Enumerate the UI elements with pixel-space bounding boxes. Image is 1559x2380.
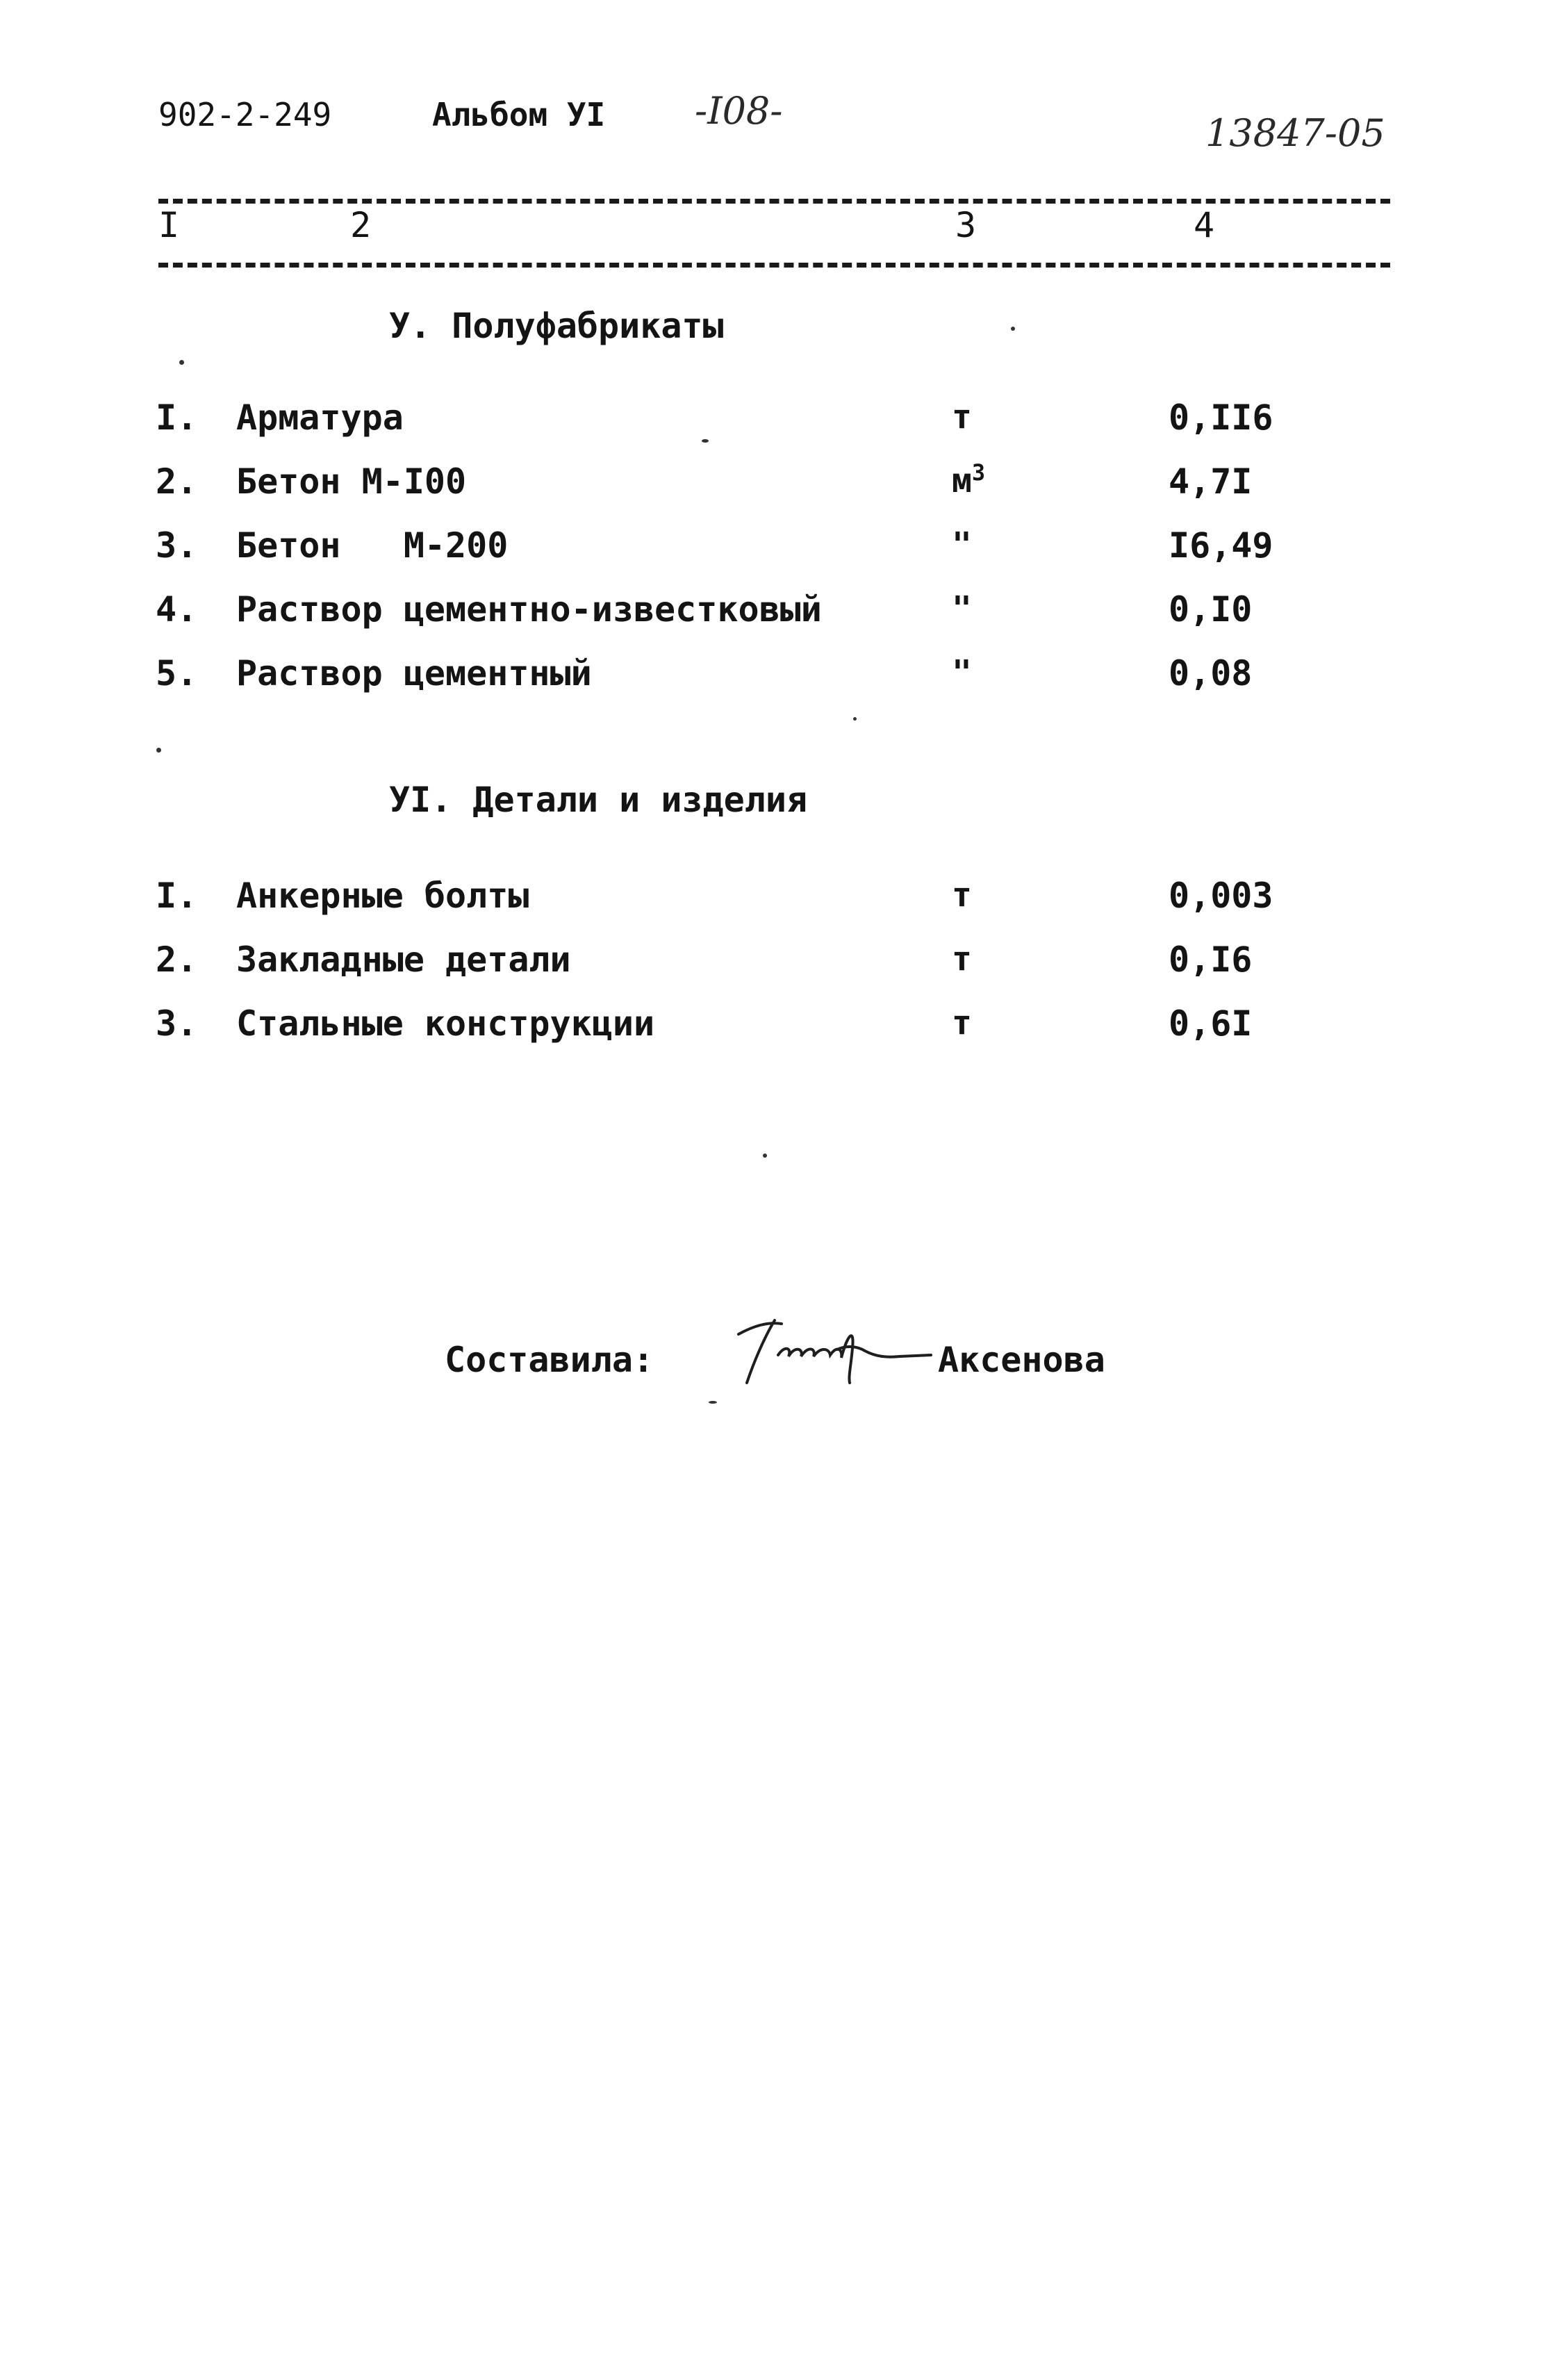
column-number-3: 3 (955, 205, 977, 245)
row-number: 2. (156, 939, 198, 980)
row-value: 0,ІІ6 (1169, 397, 1273, 438)
section-title-parts-products: УІ. Детали и изделия (389, 780, 808, 820)
row-number: 5. (156, 653, 198, 694)
row-name: Раствор цементный (236, 653, 592, 694)
column-number-1: І (158, 205, 180, 245)
row-name: Анкерные болты (236, 876, 529, 916)
table-row (0, 589, 1559, 638)
row-name: Бетон М-І00 (236, 461, 467, 502)
row-unit: $м^3$ (952, 459, 986, 500)
row-name: Стальные конструкции (236, 1003, 655, 1044)
row-value: 4,7І (1169, 461, 1253, 502)
column-number-2: 2 (350, 205, 372, 245)
section-title-semifinished: У. Полуфабрикаты (389, 306, 724, 346)
table-top-rule (158, 199, 1390, 204)
table-row (0, 397, 1559, 446)
page-number: -І08- (695, 89, 783, 133)
row-unit: т (952, 876, 972, 914)
row-value: І6,49 (1169, 525, 1273, 566)
table-row (0, 939, 1559, 988)
row-number: 2. (156, 461, 198, 502)
signer-name: Аксенова (938, 1340, 1105, 1380)
scan-speck (702, 439, 709, 443)
row-value: 0,003 (1169, 876, 1273, 916)
scan-speck (853, 717, 857, 721)
row-unit: " (952, 525, 972, 564)
table-row (0, 1003, 1559, 1052)
table-row (0, 876, 1559, 924)
row-value: 0,6І (1169, 1003, 1253, 1044)
row-number: І. (156, 397, 198, 438)
table-row (0, 461, 1559, 510)
scan-speck (763, 1154, 767, 1158)
signature-text: Аксенов (726, 1306, 729, 1307)
row-number: 3. (156, 1003, 198, 1044)
row-unit: " (952, 653, 972, 692)
row-name: Бетон М-200 (236, 525, 509, 566)
row-value: 0,08 (1169, 653, 1253, 694)
row-number: 3. (156, 525, 198, 566)
row-name: Арматура (236, 397, 404, 438)
table-row (0, 525, 1559, 574)
column-number-4: 4 (1194, 205, 1215, 245)
table-row (0, 653, 1559, 702)
handwritten-signature (726, 1306, 934, 1397)
scan-speck (709, 1401, 717, 1404)
row-number: І. (156, 876, 198, 916)
table-header-bottom-rule (158, 263, 1390, 268)
document-code: 902-2-249 (158, 96, 332, 133)
row-unit: т (952, 1003, 972, 1042)
row-name: Раствор цементно-известковый (236, 589, 822, 630)
scan-speck (1011, 327, 1015, 331)
scan-speck (179, 360, 184, 365)
row-unit: т (952, 939, 972, 978)
row-unit: " (952, 589, 972, 628)
row-name: Закладные детали (236, 939, 571, 980)
album-label: Альбом УІ (432, 96, 606, 133)
scan-speck (156, 748, 161, 753)
compiled-by-label: Составила: (445, 1340, 654, 1380)
row-value: 0,І6 (1169, 939, 1253, 980)
row-number: 4. (156, 589, 198, 630)
inventory-number: 13847-05 (1205, 111, 1385, 155)
row-unit: т (952, 397, 972, 436)
row-value: 0,І0 (1169, 589, 1253, 630)
